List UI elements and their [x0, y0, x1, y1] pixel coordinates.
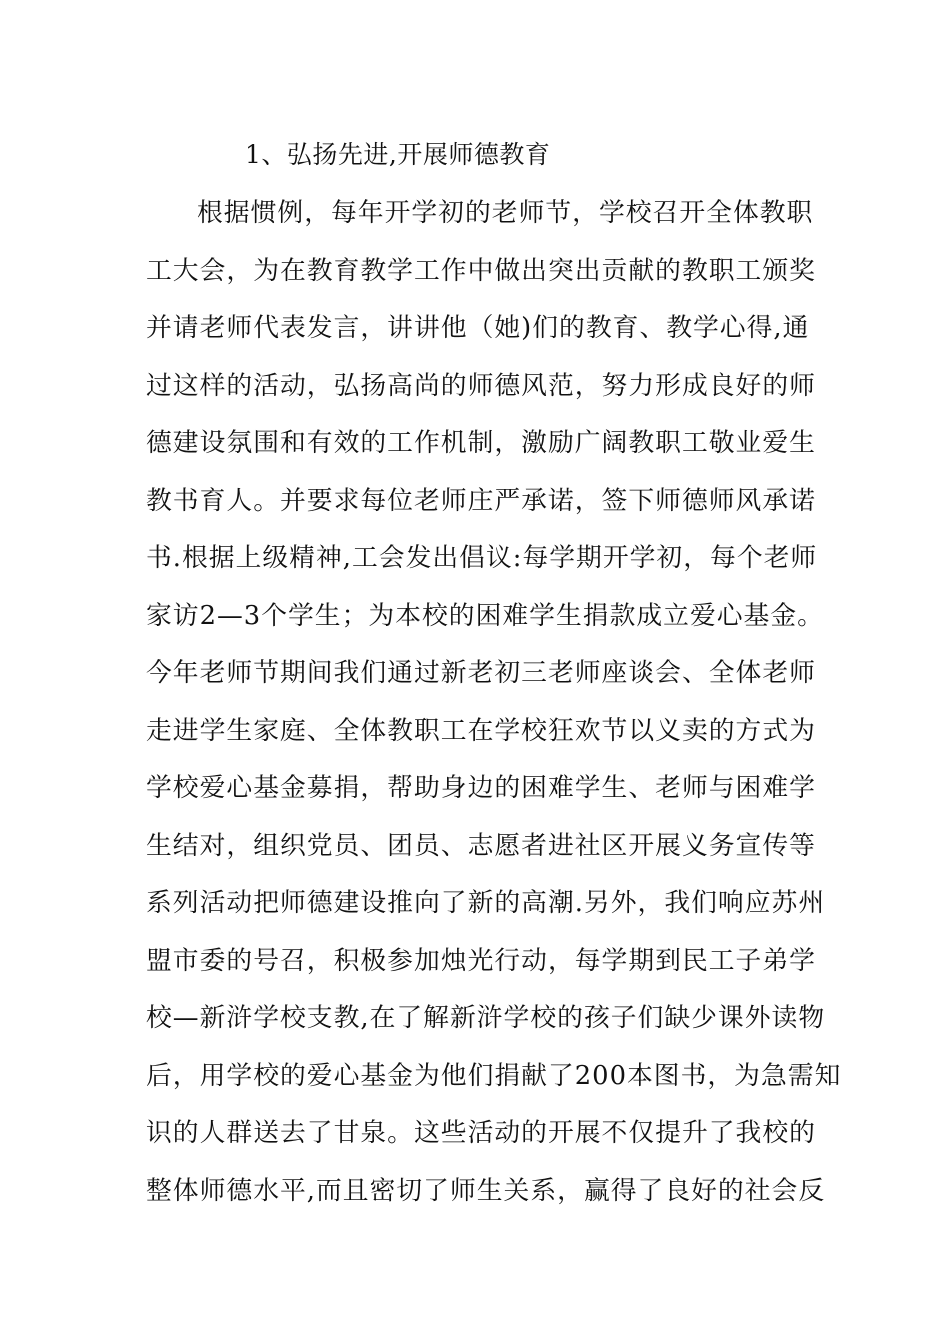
paragraph-line: 整体师德水平,而且密切了师生关系，赢得了良好的社会反: [146, 1175, 826, 1206]
paragraph-line: 后，用学校的爱心基金为他们捐献了200本图书，为急需知: [146, 1060, 842, 1091]
paragraph-line: 教书育人。并要求每位老师庄严承诺，签下师德师风承诺: [146, 485, 816, 516]
paragraph-line: 家访2—3个学生；为本校的困难学生捐款成立爱心基金。: [146, 600, 824, 631]
paragraph-line: 盟市委的号召，积极参加烛光行动，每学期到民工子弟学: [146, 945, 816, 976]
section-heading: 1、弘扬先进,开展师德教育: [245, 140, 551, 169]
paragraph-line: 过这样的活动，弘扬高尚的师德风范，努力形成良好的师: [146, 370, 816, 401]
paragraph-line: 今年老师节期间我们通过新老初三老师座谈会、全体老师: [146, 658, 816, 688]
paragraph-line: 书.根据上级精神,工会发出倡议:每学期开学初，每个老师: [146, 543, 818, 573]
paragraph-line: 系列活动把师德建设推向了新的高潮.另外，我们响应苏州: [146, 888, 826, 918]
paragraph-line: 并请老师代表发言，讲讲他（她)们的教育、教学心得,通: [146, 313, 810, 343]
paragraph-line: 德建设氛围和有效的工作机制，激励广阔教职工敬业爱生: [146, 428, 816, 458]
paragraph-line: 根据惯例，每年开学初的老师节，学校召开全体教职: [197, 198, 814, 228]
paragraph-line: 走进学生家庭、全体教职工在学校狂欢节以义卖的方式为: [146, 715, 816, 746]
paragraph-line: 识的人群送去了甘泉。这些活动的开展不仅提升了我校的: [146, 1118, 816, 1148]
paragraph-line: 工大会，为在教育教学工作中做出突出贡献的教职工颁奖: [146, 255, 816, 286]
body-paragraph: [146, 191, 842, 1226]
paragraph-line: 校—新浒学校支教,在了解新浒学校的孩子们缺少课外读物: [146, 1003, 826, 1033]
paragraph-line: 生结对，组织党员、团员、志愿者进社区开展义务宣传等: [146, 830, 816, 861]
paragraph-line: 学校爱心基金募捐，帮助身边的困难学生、老师与困难学: [146, 773, 816, 803]
